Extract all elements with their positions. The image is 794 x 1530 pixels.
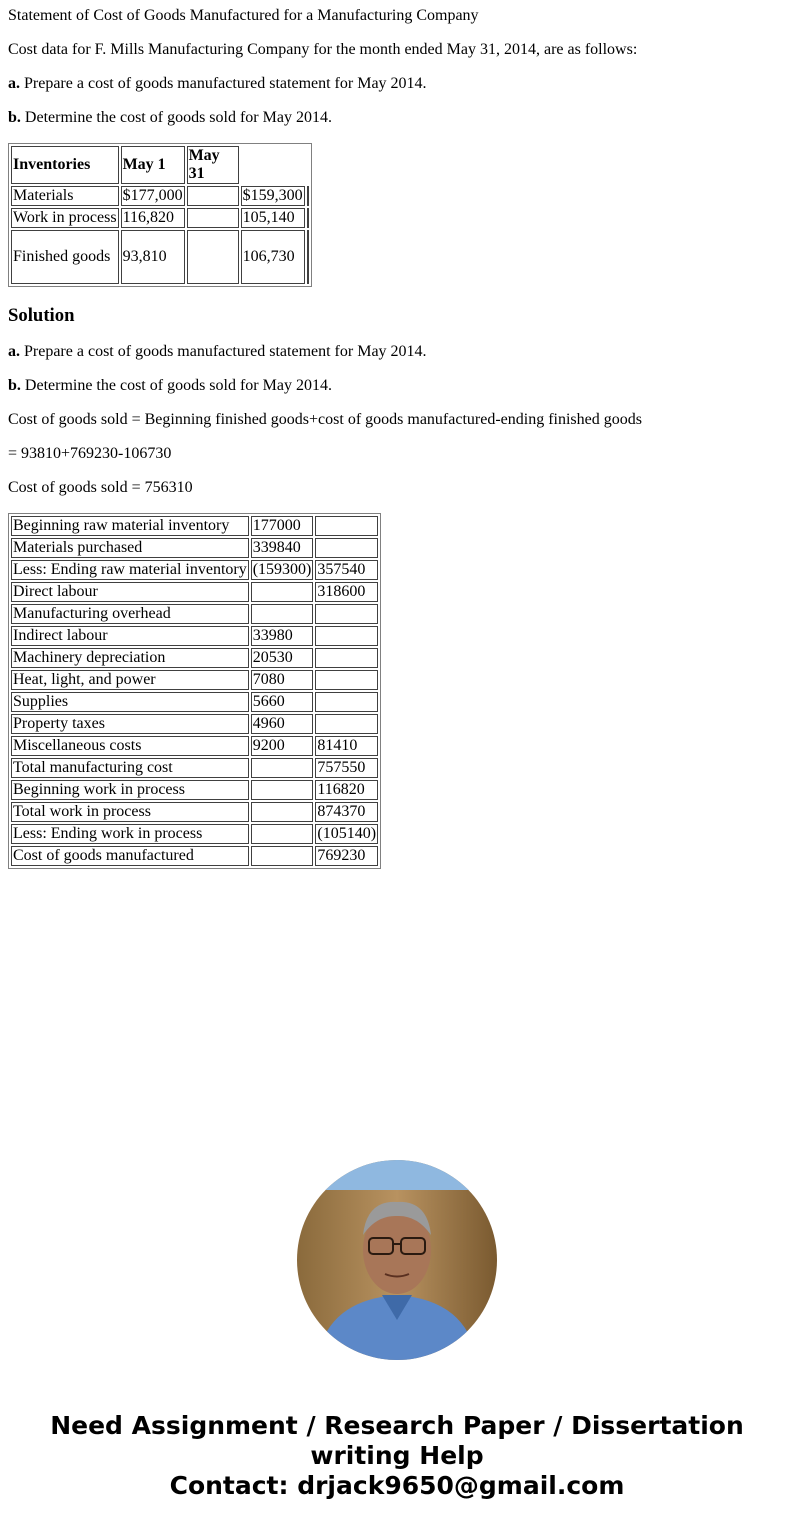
table-cell: Materials — [11, 186, 119, 206]
cogm-table — [8, 513, 381, 869]
table-cell — [315, 516, 378, 536]
table-cell: 177000 — [251, 516, 314, 536]
table-cell: Work in process — [13, 209, 117, 226]
table-cell: Direct labour — [11, 582, 249, 602]
table-cell: 874370 — [315, 802, 378, 822]
solution-b — [8, 377, 786, 395]
table-cell — [307, 208, 309, 228]
table-cell: Manufacturing overhead — [11, 604, 249, 624]
table-cell — [315, 604, 378, 624]
table-row — [11, 560, 378, 580]
table-cell: 757550 — [315, 758, 378, 778]
table-cell: Beginning raw material inventory — [11, 516, 249, 536]
table-cell: Miscellaneous costs — [11, 736, 249, 756]
table-cell — [187, 186, 239, 206]
table-cell: Finished goods — [11, 230, 119, 284]
table-row — [11, 758, 378, 778]
solution-a — [8, 343, 786, 361]
table-cell: (159300) — [252, 561, 312, 578]
table-cell — [251, 582, 314, 602]
cogs-calculation: = 93810+769230-106730 — [8, 445, 172, 462]
table-header-row — [11, 146, 309, 184]
table-cell — [251, 758, 314, 778]
table-cell: Heat, light, and power — [11, 670, 249, 690]
table-cell: $177,000 — [122, 187, 183, 204]
table-cell — [251, 802, 314, 822]
header-cell: May 31 — [187, 146, 239, 184]
table-cell: 7080 — [251, 670, 314, 690]
footer-help-text: Need Assignment / Research Paper / Dissertation writing Help — [50, 1411, 744, 1470]
table-cell: 339840 — [251, 538, 314, 558]
table-row — [11, 736, 378, 756]
question-b-text: Determine the cost of goods sold for May 2014. — [20, 377, 332, 394]
table-cell — [251, 604, 314, 624]
header-cell: May 1 — [121, 146, 185, 184]
table-row — [11, 582, 378, 602]
table-cell: 106,730 — [241, 230, 305, 284]
table-cell — [315, 714, 378, 734]
table-row — [11, 670, 378, 690]
table-cell: 4960 — [251, 714, 314, 734]
table-cell: Less: Ending raw material inventory — [13, 561, 247, 578]
table-cell — [251, 846, 314, 866]
table-cell: Indirect labour — [11, 626, 249, 646]
question-b-label: b. — [8, 109, 21, 126]
question-a-text: Prepare a cost of goods manufactured statement for May 2014. — [20, 75, 427, 92]
document-title: Statement of Cost of Goods Manufactured for a Manufacturing Company — [8, 7, 479, 24]
table-cell: 116,820 — [121, 208, 185, 228]
table-cell: Machinery depreciation — [11, 648, 249, 668]
question-a — [8, 75, 786, 93]
table-cell: 105,140 — [241, 208, 305, 228]
table-row — [11, 626, 378, 646]
footer-contact: Contact: drjack9650@gmail.com — [169, 1471, 625, 1500]
table-cell: 20530 — [251, 648, 314, 668]
table-cell: 9200 — [251, 736, 314, 756]
author-photo — [297, 1160, 497, 1360]
cogs-formula: Cost of goods sold = Beginning finished goods+cost of goods manufactured-ending finished goods — [8, 411, 642, 428]
table-cell: 116820 — [315, 780, 378, 800]
table-cell: Materials purchased — [11, 538, 249, 558]
table-row — [11, 604, 378, 624]
header-cell: Inventories — [11, 146, 119, 184]
question-a-label: a. — [8, 75, 20, 92]
table-row — [11, 846, 378, 866]
table-cell: 93,810 — [121, 230, 185, 284]
table-cell: $159,300 — [242, 187, 303, 204]
table-cell: Less: Ending work in process — [11, 824, 249, 844]
table-row — [11, 824, 378, 844]
table-row — [11, 516, 378, 536]
table-cell: (105140) — [317, 825, 377, 842]
table-row — [11, 648, 378, 668]
table-row — [11, 780, 378, 800]
table-row — [11, 208, 309, 228]
table-cell — [315, 670, 378, 690]
table-cell: 357540 — [315, 560, 378, 580]
table-row — [11, 692, 378, 712]
table-cell: Property taxes — [11, 714, 249, 734]
table-cell — [251, 780, 314, 800]
table-cell — [315, 692, 378, 712]
table-cell — [187, 208, 239, 228]
question-b — [8, 109, 786, 127]
cogs-result: Cost of goods sold = 756310 — [8, 479, 193, 496]
table-row — [11, 714, 378, 734]
table-cell — [307, 186, 309, 206]
table-cell: 318600 — [315, 582, 378, 602]
table-cell — [187, 230, 239, 284]
table-cell — [315, 648, 378, 668]
table-cell: Supplies — [11, 692, 249, 712]
inventory-table — [8, 143, 312, 287]
table-cell: 81410 — [315, 736, 378, 756]
solution-heading: Solution — [8, 305, 75, 326]
table-row — [11, 538, 378, 558]
table-row — [11, 802, 378, 822]
question-b-text: Determine the cost of goods sold for May 2014. — [20, 109, 332, 126]
table-cell: 769230 — [315, 846, 378, 866]
table-cell: Total work in process — [11, 802, 249, 822]
table-cell — [251, 824, 314, 844]
intro-text: Cost data for F. Mills Manufacturing Company for the month ended May 31, 2014, are as follows: — [8, 41, 638, 58]
question-a-text: Prepare a cost of goods manufactured statement for May 2014. — [20, 343, 427, 360]
table-cell: Cost of goods manufactured — [11, 846, 249, 866]
table-cell — [315, 538, 378, 558]
table-row — [11, 230, 309, 284]
table-cell: 5660 — [251, 692, 314, 712]
document — [0, 7, 794, 869]
table-cell: Total manufacturing cost — [11, 758, 249, 778]
table-cell — [315, 626, 378, 646]
footer-banner — [0, 1411, 794, 1501]
question-a-label: a. — [8, 343, 20, 360]
question-b-label: b. — [8, 377, 21, 394]
table-cell: 33980 — [251, 626, 314, 646]
table-cell: Beginning work in process — [11, 780, 249, 800]
table-cell — [307, 230, 309, 284]
table-row — [11, 186, 309, 206]
